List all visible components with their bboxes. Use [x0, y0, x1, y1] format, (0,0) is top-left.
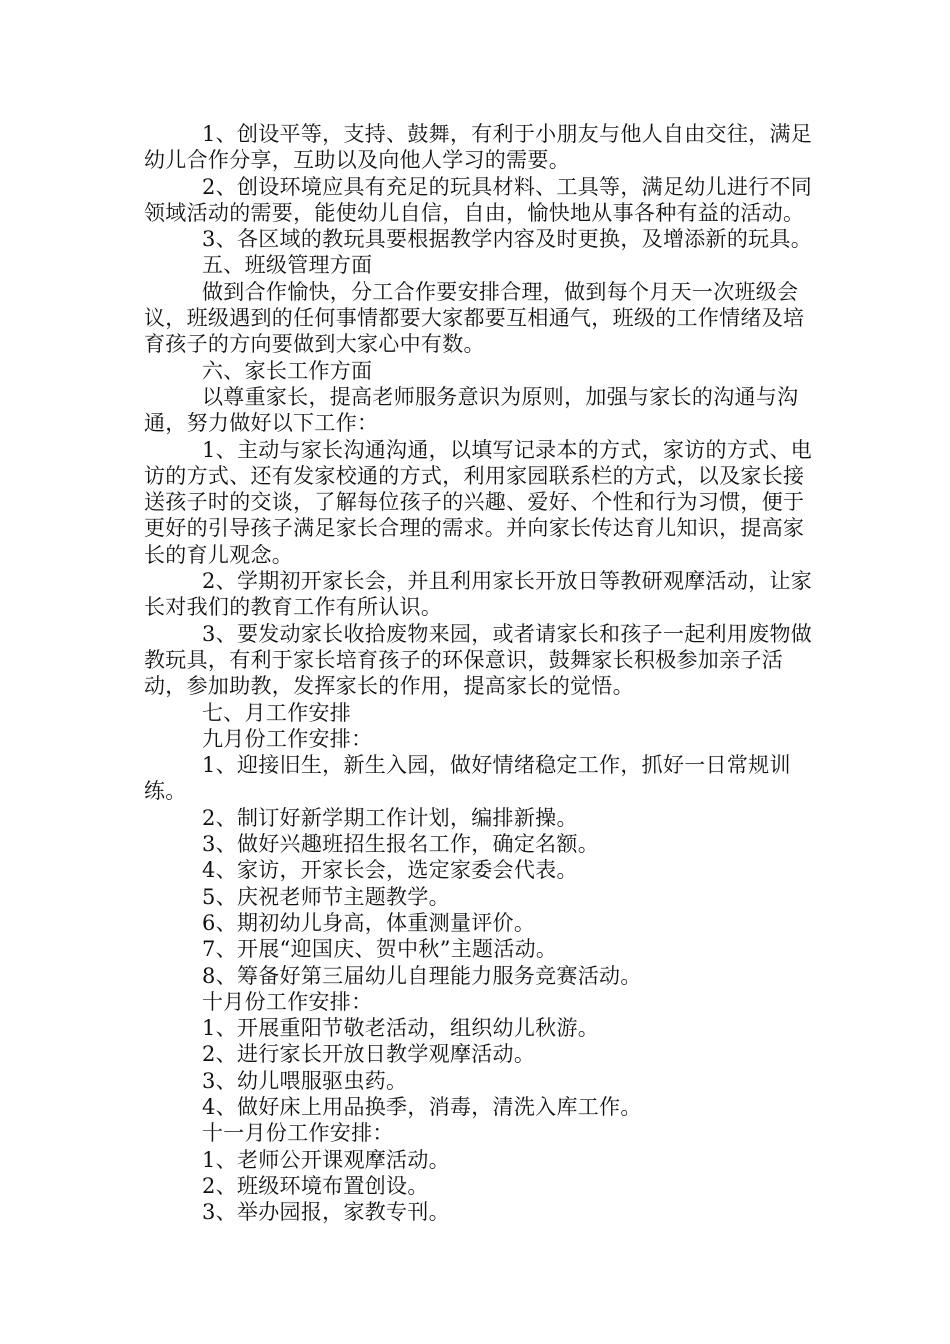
section-heading: 七、月工作安排 — [202, 700, 352, 725]
paragraph: 以尊重家长，提高老师服务意识为原则，加强与家长的沟通与沟通，努力做好以下工作： — [144, 384, 799, 436]
paragraph: 1、创设平等，支持、鼓舞，有利于小朋友与他人自由交往，满足幼儿合作分享，互助以及向他人学习的需要。 — [144, 122, 813, 173]
paragraph: 3、要发动家长收拾废物来园，或者请家长和孩子一起利用废物做教玩具，有利于家长培育孩子的环保意识，鼓舞家长积极参加亲子活动，参加助教，发挥家长的作用，提高家长的觉悟。 — [144, 621, 813, 699]
list-item: 4、家访，开家长会，选定家委会代表。 — [202, 858, 578, 883]
paragraph: 做到合作愉快，分工合作要安排合理，做到每个月天一次班级会议，班级遇到的任何事情都要大家都要互相通气，班级的工作情绪及培育孩子的方向要做到大家心中有数。 — [144, 279, 805, 357]
paragraph: 2、学期初开家长会，并且利用家长开放日等教研观摩活动，让家长对我们的教育工作有所认识。 — [144, 569, 813, 620]
subsection-heading: 十月份工作安排： — [202, 989, 373, 1014]
list-item: 6、期初幼儿身高，体重测量评价。 — [202, 910, 536, 935]
list-item: 2、班级环境布置创设。 — [202, 1173, 429, 1198]
list-item: 1、开展重阳节敬老活动，组织幼儿秋游。 — [202, 1016, 600, 1041]
list-item: 3、幼儿喂服驱虫药。 — [202, 1068, 408, 1093]
paragraph: 3、各区域的教玩具要根据教学内容及时更换，及增添新的玩具。 — [202, 227, 813, 252]
list-item: 1、迎接旧生，新生入园，做好情绪稳定工作，抓好一日常规训练。 — [144, 753, 791, 804]
list-item: 7、开展“迎国庆、贺中秋”主题活动。 — [202, 937, 558, 962]
document-body — [144, 121, 814, 1225]
subsection-heading: 九月份工作安排： — [202, 726, 373, 751]
list-item: 3、做好兴趣班招生报名工作，确定名额。 — [202, 832, 600, 857]
paragraph: 2、创设环境应具有充足的玩具材料、工具等，满足幼儿进行不同领域活动的需要，能使幼儿自信，自由，愉快地从事各种有益的活动。 — [144, 174, 813, 225]
paragraph: 1、主动与家长沟通沟通，以填写记录本的方式，家访的方式、电访的方式、还有发家校通的方式，利用家园联系栏的方式，以及家长接送孩子时的交谈，了解每位孩子的兴趣、爱好、个性和行为习惯，便于更好的引导孩子满足家长合理的需求。并向家长传达育儿知识，提高家长的育儿观念。 — [144, 437, 813, 567]
section-heading: 五、班级管理方面 — [202, 253, 373, 278]
list-item: 4、做好床上用品换季，消毒，清洗入库工作。 — [202, 1094, 642, 1119]
list-item: 2、制订好新学期工作计划，编排新操。 — [202, 805, 578, 830]
list-item: 1、老师公开课观摩活动。 — [202, 1147, 450, 1172]
list-item: 5、庆祝老师节主题教学。 — [202, 884, 450, 909]
list-item: 3、举办园报，家教专刊。 — [202, 1200, 450, 1225]
list-item: 8、筹备好第三届幼儿自理能力服务竞赛活动。 — [202, 963, 642, 988]
subsection-heading: 十一月份工作安排： — [202, 1121, 394, 1146]
list-item: 2、进行家长开放日教学观摩活动。 — [202, 1042, 536, 1067]
section-heading: 六、家长工作方面 — [202, 358, 373, 383]
